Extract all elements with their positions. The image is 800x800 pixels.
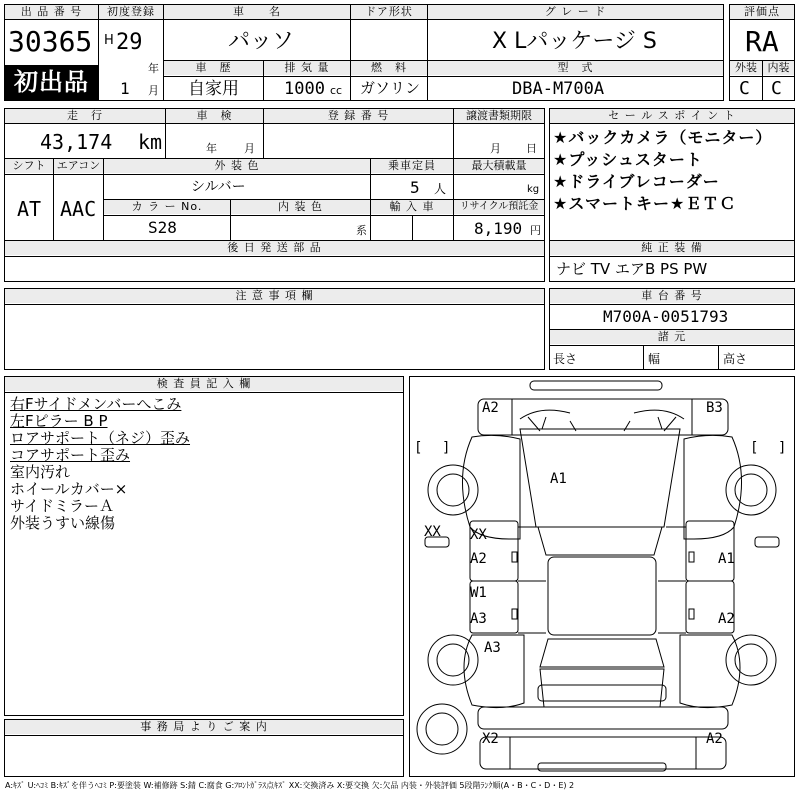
equipment-value: ナビ TV エアB PS PW: [556, 260, 708, 278]
rear-panel: [478, 707, 728, 729]
transfer-day-unit: 日: [526, 142, 537, 155]
door-label: ドア形状: [351, 5, 427, 19]
fuel-value: ガソリン: [360, 79, 421, 97]
fuel-label: 燃 料: [351, 61, 427, 75]
sales-point-item: ★ドライブレコーダー: [553, 172, 720, 191]
roof: [548, 557, 656, 635]
lot-number: 30365: [8, 25, 93, 58]
month-unit: 月: [148, 84, 159, 97]
inspector-note: 左Fピラー B P: [10, 412, 108, 430]
max-load-unit: kg: [527, 184, 540, 195]
max-load-label: 最大積載量: [454, 159, 544, 173]
transfer-month-unit: 月: [490, 142, 501, 155]
mileage-value: 43,174: [40, 130, 113, 154]
car-name-label: 車 名: [164, 5, 350, 19]
damage-mark: A1: [550, 471, 567, 487]
registration-year: 29: [116, 30, 143, 55]
inspector-note: コアサポート歪み: [10, 446, 131, 464]
registration-month: 1: [120, 79, 130, 98]
transfer-deadline-label: 譲渡書類期限: [454, 109, 544, 123]
shift-label: シフト: [5, 159, 53, 173]
exterior-color-value: シルバー: [191, 179, 246, 195]
sales-points-list: [553, 127, 772, 215]
damage-mark: A1: [718, 551, 735, 567]
interior-color-label: 内 装 色: [231, 200, 370, 214]
sales-points-label: セ ー ル ス ポ イ ン ト: [550, 109, 794, 123]
displacement-value: 1000: [284, 79, 325, 99]
notes-label: 注 意 事 項 欄: [5, 289, 544, 303]
damage-mark: X2: [482, 731, 499, 747]
inspection-month-unit: 月: [244, 142, 255, 155]
grade-label: グ レ ー ド: [428, 5, 723, 19]
mileage-unit: km: [138, 130, 163, 154]
spare-wheel: [417, 704, 467, 754]
grade-value: X Lパッケージ S: [492, 29, 657, 54]
inspection-year-unit: 年: [206, 142, 217, 155]
front-section: [478, 399, 728, 435]
rear-right-wheel: [726, 635, 776, 685]
inspector-note: ロアサポート（ネジ）歪み: [10, 429, 191, 447]
capacity-label: 乗車定員: [371, 159, 453, 173]
bracket-right: [: [750, 440, 759, 456]
first-listing-badge: 初出品: [5, 65, 98, 100]
inspector-note: 右Fサイドメンバーへこみ: [10, 395, 182, 413]
recycle-label: リサイクル預託金: [454, 200, 544, 214]
bracket-left-close: ]: [442, 440, 451, 456]
chassis-number: M700A-0051793: [603, 307, 729, 326]
history-label: 車 歴: [164, 61, 263, 75]
shift-value: AT: [17, 197, 42, 221]
model-label: 型 式: [428, 61, 723, 75]
height-label: 高さ: [723, 352, 748, 366]
mileage-label: 走 行: [5, 109, 165, 123]
rear-bumper: [480, 737, 726, 769]
hood-outline: [520, 429, 680, 527]
exterior-grade: C: [739, 78, 750, 99]
damage-mark: XX: [424, 524, 441, 540]
color-number-value: S28: [148, 218, 177, 237]
recycle-value: 8,190: [474, 219, 523, 238]
import-label: 輸 入 車: [371, 200, 453, 214]
score-label: 評価点: [730, 5, 794, 19]
damage-mark: W1: [470, 585, 487, 601]
damage-mark: A3: [484, 640, 501, 656]
left-front-fender: [462, 435, 520, 539]
displacement-unit: cc: [330, 84, 343, 97]
inspector-note: 外装うすい線傷: [10, 514, 116, 532]
car-name: パッソ: [228, 29, 295, 54]
score-value: RA: [745, 25, 779, 58]
capacity-value: 5: [410, 178, 420, 197]
chassis-number-label: 車 台 番 号: [550, 289, 794, 303]
rear-bumper-upper: [538, 685, 666, 701]
recycle-unit: 円: [530, 224, 541, 237]
sales-point-item: ★プッシュスタート: [553, 150, 703, 169]
rear-window: [540, 639, 664, 667]
bracket-right-close: ]: [778, 440, 787, 456]
legend-text: A:ｷｽﾞ U:ﾍｺﾐ B:ｷｽﾞを伴うﾍｺﾐ P:要塗装 W:補修跡 S:錆 C:腐食 G:ﾌﾛﾝﾄｶﾞﾗｽ点ｷｽﾞ XX:交換済み X:要交換 欠:欠品 内装・外装評価 5段階ﾗﾝｸ順(A・B・C・D・E) 2: [5, 781, 575, 790]
sales-point-item: ★スマートキー★ＥＴＣ: [553, 194, 737, 213]
registration-number-label: 登 録 番 号: [264, 109, 453, 123]
damage-mark: A2: [470, 551, 487, 567]
displacement-label: 排 気 量: [264, 61, 350, 75]
damage-mark: XX: [470, 527, 487, 543]
exterior-label: 外装: [730, 61, 762, 75]
damage-mark: A3: [470, 611, 487, 627]
inspection-label: 車 検: [166, 109, 263, 123]
right-mirror: [755, 537, 779, 547]
aircon-value: AAC: [60, 197, 97, 221]
rear-quarter-right: [680, 635, 740, 708]
damage-mark: A2: [718, 611, 735, 627]
capacity-unit: 人: [434, 182, 447, 196]
interior-grade: C: [771, 78, 782, 99]
office-notice-label: 事 務 局 よ り ご 案 内: [5, 720, 403, 734]
history-value: 自家用: [188, 79, 239, 99]
equipment-label: 純 正 装 備: [550, 241, 794, 255]
inspector-notes: [10, 396, 190, 532]
later-parts-label: 後 日 発 送 部 品: [5, 241, 544, 255]
era-mark: H: [104, 33, 114, 48]
windshield: [538, 527, 662, 555]
lot-number-label: 出 品 番 号: [5, 5, 98, 19]
car-diagram: [410, 377, 794, 776]
year-unit: 年: [148, 62, 159, 75]
interior-color-unit: 系: [356, 224, 367, 237]
color-number-label: カ ラ ー No.: [104, 200, 230, 214]
sales-point-item: ★バックカメラ（モニター）: [553, 128, 773, 147]
first-registration-label: 初度登録: [99, 5, 163, 19]
front-bumper: [530, 381, 662, 390]
inspector-note: サイドミラーＡ: [10, 497, 114, 515]
front-left-wheel: [428, 465, 478, 515]
length-label: 長さ: [553, 352, 578, 366]
dimensions-label: 諸 元: [550, 330, 794, 344]
damage-mark: B3: [706, 400, 723, 416]
model-value: DBA-M700A: [512, 79, 605, 99]
inspector-note: ホイールカバー×: [10, 480, 128, 498]
damage-mark: A2: [482, 400, 499, 416]
exterior-color-label: 外 装 色: [104, 159, 370, 173]
rear-left-wheel: [428, 635, 478, 685]
inspector-note: 室内汚れ: [10, 463, 71, 481]
aircon-label: エアコン: [54, 159, 103, 173]
front-right-wheel: [726, 465, 776, 515]
bracket-left: [: [414, 440, 423, 456]
right-front-fender: [684, 435, 742, 539]
width-label: 幅: [648, 352, 661, 366]
damage-mark: A2: [706, 731, 723, 747]
inspector-label: 検 査 員 記 入 欄: [5, 377, 403, 391]
interior-label: 内装: [763, 61, 794, 75]
